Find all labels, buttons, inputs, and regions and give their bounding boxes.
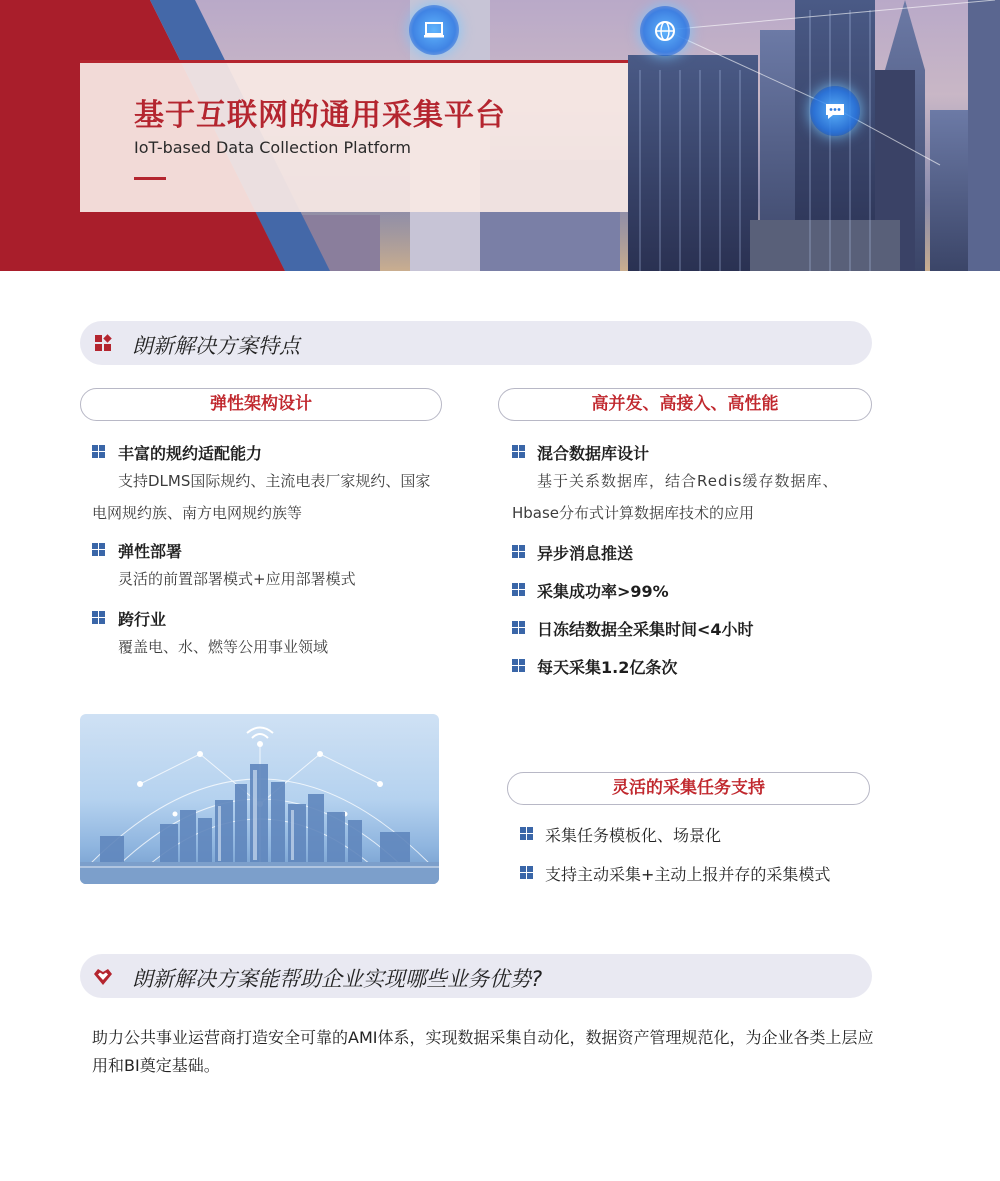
benefits-section-bar	[80, 954, 872, 998]
diamond-grid-icon	[92, 332, 114, 354]
feature-title: 日冻结数据全采集时间<4小时	[537, 620, 754, 639]
features-section-bar	[80, 321, 872, 365]
feature-desc-line: Hbase分布式计算数据库技术的应用	[512, 504, 755, 522]
feature-desc-line: 基于关系数据库，结合Redis缓存数据库、	[537, 472, 839, 490]
feature-title: 采集成功率>99%	[537, 582, 669, 601]
task-item: 支持主动采集+主动上报并存的采集模式	[545, 865, 831, 884]
feature-title: 跨行业	[118, 610, 167, 629]
square-bullet-icon	[92, 611, 105, 624]
task-item: 采集任务模板化、场景化	[545, 826, 722, 845]
feature-desc-line: 支持DLMS国际规约、主流电表厂家规约、国家	[118, 472, 431, 490]
square-bullet-icon	[512, 545, 525, 558]
square-bullet-icon	[512, 659, 525, 672]
smart-city-illustration	[80, 714, 439, 884]
page-subtitle: IoT-based Data Collection Platform	[134, 138, 411, 157]
feature-title: 每天采集1.2亿条次	[537, 658, 678, 677]
feature-title: 丰富的规约适配能力	[118, 444, 263, 463]
feature-desc-line: 电网规约族、南方电网规约族等	[92, 504, 303, 522]
square-bullet-icon	[92, 543, 105, 556]
laptop-icon	[409, 5, 459, 55]
smart-city-image	[80, 714, 439, 884]
left-column-header: 弹性架构设计	[80, 388, 442, 421]
square-bullet-icon	[520, 827, 533, 840]
feature-desc-line: 覆盖电、水、燃等公用事业领域	[118, 638, 329, 656]
square-bullet-icon	[512, 445, 525, 458]
square-bullet-icon	[92, 445, 105, 458]
globe-icon	[640, 6, 690, 56]
benefits-section-title: 朗新解决方案能帮助企业实现哪些业务优势?	[132, 967, 543, 991]
square-bullet-icon	[512, 583, 525, 596]
feature-title: 弹性部署	[118, 542, 183, 561]
chat-icon	[810, 86, 860, 136]
feature-title: 异步消息推送	[537, 544, 634, 563]
features-section-title: 朗新解决方案特点	[132, 334, 300, 358]
hero-banner	[0, 0, 1000, 271]
square-bullet-icon	[520, 866, 533, 879]
benefits-paragraph: 助力公共事业运营商打造安全可靠的AMI体系，实现数据采集自动化，数据资产管理规范化，为企业各类上层应用和BI奠定基础。	[92, 1028, 874, 1075]
feature-title: 混合数据库设计	[537, 444, 650, 463]
square-bullet-icon	[512, 621, 525, 634]
feature-desc-line: 灵活的前置部署模式+应用部署模式	[118, 570, 356, 588]
heart-diamond-icon	[92, 965, 114, 987]
right-column-header: 高并发、高接入、高性能	[498, 388, 872, 421]
title-dash-divider	[134, 177, 166, 180]
hero-card-topline	[80, 60, 628, 63]
hero-title-card	[80, 60, 628, 212]
page-title: 基于互联网的通用采集平台	[134, 98, 506, 133]
task-block-header: 灵活的采集任务支持	[507, 772, 870, 805]
